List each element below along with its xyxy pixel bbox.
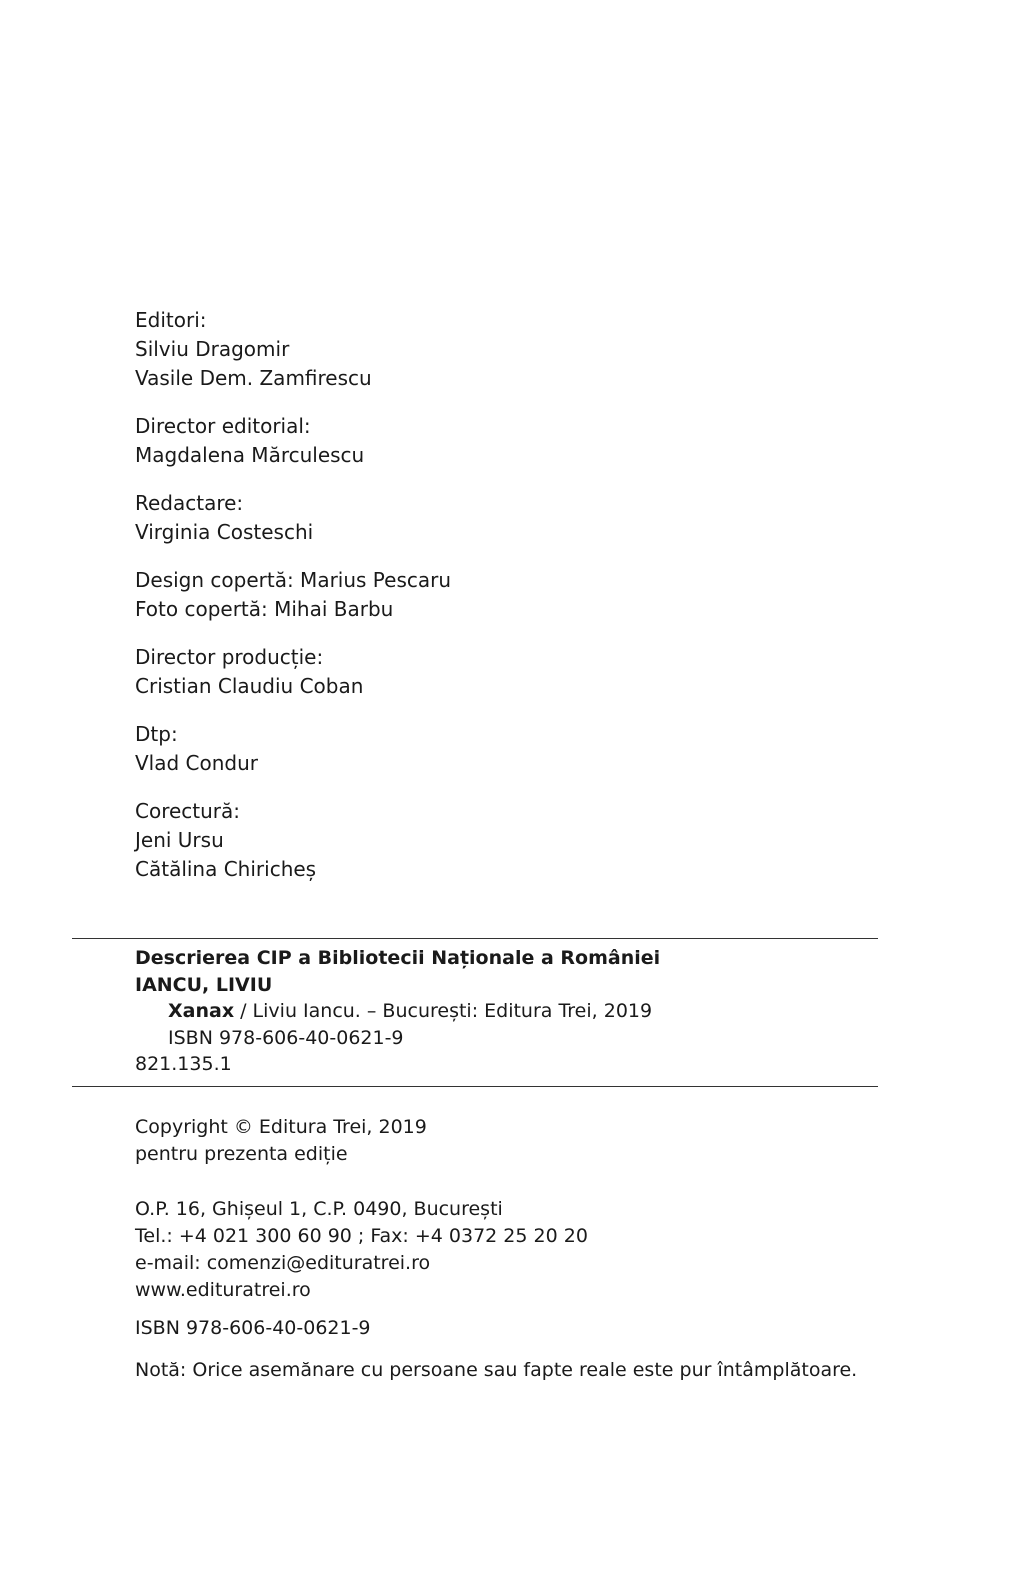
credit-line: Cristian Claudiu Coban (135, 674, 364, 698)
cip-heading: Descrierea CIP a Bibliotecii Naționale a României (135, 947, 661, 969)
email-address: e-mail: comenzi@edituratrei.ro (135, 1252, 431, 1274)
credit-editors (135, 306, 451, 393)
credit-line: Dtp: (135, 722, 178, 746)
credits-section (135, 306, 451, 903)
cip-title-line (135, 998, 660, 1025)
copyright-block (135, 1114, 427, 1168)
credit-production-director (135, 643, 451, 701)
copyright-line: Copyright © Editura Trei, 2019 (135, 1116, 427, 1138)
postal-address: O.P. 16, Ghișeul 1, C.P. 0490, București (135, 1198, 503, 1220)
cip-classification: 821.135.1 (135, 1053, 232, 1075)
credit-line: Foto copertă: Mihai Barbu (135, 597, 394, 621)
cip-title: Xanax (168, 1000, 235, 1022)
credit-dtp (135, 720, 451, 778)
cip-title-rest: / Liviu Iancu. – București: Editura Trei, 2019 (234, 1000, 653, 1022)
cip-bottom-divider (72, 1086, 878, 1087)
credit-line: Editori: (135, 308, 207, 332)
credit-line: Redactare: (135, 491, 244, 515)
disclaimer-note: Notă: Orice asemănare cu persoane sau fapte reale este pur întâmplătoare. (135, 1359, 858, 1381)
credit-line: Vasile Dem. Zamfirescu (135, 366, 372, 390)
credit-redactare (135, 489, 451, 547)
credit-editorial-director (135, 412, 451, 470)
isbn: ISBN 978-606-40-0621-9 (135, 1317, 371, 1339)
credit-line: Corectură: (135, 799, 241, 823)
credit-line: Magdalena Mărculescu (135, 443, 365, 467)
credit-proofreading (135, 797, 451, 884)
cip-top-divider (72, 938, 878, 939)
website: www.edituratrei.ro (135, 1279, 311, 1301)
cip-isbn: ISBN 978-606-40-0621-9 (168, 1026, 404, 1049)
credit-line: Jeni Ursu (135, 828, 224, 852)
credit-line: Cătălina Chiricheș (135, 857, 317, 881)
cip-description (135, 945, 660, 1078)
credit-line: Virginia Costeschi (135, 520, 314, 544)
credit-line: Vlad Condur (135, 751, 259, 775)
credit-cover (135, 566, 451, 624)
credit-line: Silviu Dragomir (135, 337, 290, 361)
credit-line: Design copertă: Marius Pescaru (135, 568, 452, 592)
credit-line: Director editorial: (135, 414, 311, 438)
publisher-address (135, 1196, 588, 1304)
credit-line: Director producție: (135, 645, 324, 669)
copyright-edition: pentru prezenta ediție (135, 1143, 348, 1165)
cip-author: IANCU, LIVIU (135, 973, 273, 996)
phone-fax: Tel.: +4 021 300 60 90 ; Fax: +4 0372 25 20 20 (135, 1225, 588, 1247)
